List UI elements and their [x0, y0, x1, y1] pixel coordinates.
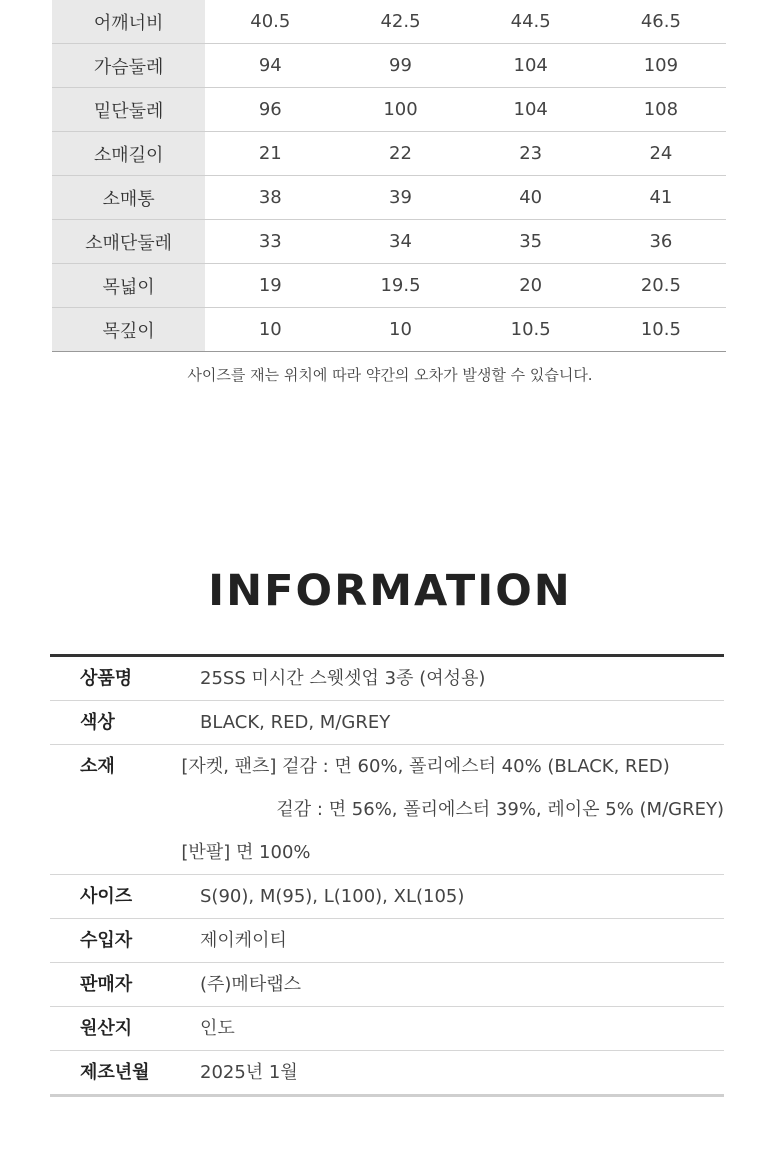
info-key: 수입자: [80, 930, 133, 951]
size-note: 사이즈를 재는 위치에 따라 약간의 오차가 발생할 수 있습니다.: [187, 366, 593, 384]
size-value: 39: [335, 176, 465, 220]
info-value-line: BLACK, RED, M/GREY: [200, 712, 391, 733]
info-key: 판매자: [80, 974, 133, 995]
size-value: 33: [205, 220, 335, 264]
size-value: 23: [466, 132, 596, 176]
table-row: [52, 308, 726, 352]
info-value: [200, 919, 724, 962]
info-value: [181, 745, 724, 874]
information-title: INFORMATION: [208, 566, 572, 616]
size-table: [52, 0, 726, 352]
info-key: 제조년월: [80, 1062, 150, 1083]
size-value: 44.5: [466, 0, 596, 44]
info-value-line: 겉감 : 면 56%, 폴리에스터 39%, 레이온 5% (M/GREY): [276, 799, 724, 820]
info-key: 색상: [80, 712, 115, 733]
row-label: 소매길이: [52, 132, 205, 176]
size-value: 19: [205, 264, 335, 308]
size-value: 36: [596, 220, 726, 264]
info-row-seller: [50, 963, 724, 1007]
size-value: 104: [466, 44, 596, 88]
row-label: 목깊이: [52, 308, 205, 352]
size-value: 96: [205, 88, 335, 132]
size-value: 41: [596, 176, 726, 220]
info-value-line: 2025년 1월: [200, 1062, 298, 1083]
size-value: 100: [335, 88, 465, 132]
table-row: [52, 176, 726, 220]
row-label: 소매단둘레: [52, 220, 205, 264]
info-value-line: 인도: [200, 1018, 235, 1039]
size-value: 109: [596, 44, 726, 88]
info-key: 원산지: [80, 1018, 133, 1039]
info-value-line: [반팔] 면 100%: [181, 842, 311, 863]
size-value: 35: [466, 220, 596, 264]
info-value: [200, 1007, 724, 1050]
table-row: [52, 0, 726, 44]
info-key: 상품명: [80, 668, 133, 689]
size-value: 40: [466, 176, 596, 220]
info-row-product-name: [50, 657, 724, 701]
info-value-line: 25SS 미시간 스웻셋업 3종 (여성용): [200, 668, 486, 689]
row-label: 어깨너비: [52, 0, 205, 44]
row-label: 목넓이: [52, 264, 205, 308]
size-value: 20: [466, 264, 596, 308]
info-key: 소재: [80, 756, 115, 777]
size-value: 46.5: [596, 0, 726, 44]
table-row: [52, 132, 726, 176]
info-value: [200, 657, 724, 700]
size-value: 10.5: [596, 308, 726, 352]
info-value: [200, 1051, 724, 1094]
info-value-line: [자켓, 팬츠] 겉감 : 면 60%, 폴리에스터 40% (BLACK, RED): [181, 756, 670, 777]
information-table: [50, 654, 724, 1097]
row-label: 소매통: [52, 176, 205, 220]
table-row: [52, 44, 726, 88]
info-row-color: [50, 701, 724, 745]
size-value: 22: [335, 132, 465, 176]
size-value: 108: [596, 88, 726, 132]
table-row: [52, 220, 726, 264]
info-row-origin: [50, 1007, 724, 1051]
info-value-line: (주)메타랩스: [200, 974, 301, 995]
size-value: 10: [335, 308, 465, 352]
info-row-manufacture-date: [50, 1051, 724, 1094]
info-key: 사이즈: [80, 886, 133, 907]
size-value: 24: [596, 132, 726, 176]
row-label: 밑단둘레: [52, 88, 205, 132]
table-row: [52, 88, 726, 132]
size-value: 38: [205, 176, 335, 220]
size-value: 42.5: [335, 0, 465, 44]
info-row-importer: [50, 919, 724, 963]
size-value: 10: [205, 308, 335, 352]
size-value: 104: [466, 88, 596, 132]
size-value: 94: [205, 44, 335, 88]
info-value-line: S(90), M(95), L(100), XL(105): [200, 886, 465, 907]
table-row: [52, 264, 726, 308]
info-value: [200, 701, 724, 744]
size-value: 21: [205, 132, 335, 176]
size-value: 10.5: [466, 308, 596, 352]
info-row-size: [50, 875, 724, 919]
size-value: 34: [335, 220, 465, 264]
info-value: [200, 963, 724, 1006]
info-value-line: 제이케이티: [200, 930, 287, 951]
info-value: [200, 875, 724, 918]
info-row-material: [50, 745, 724, 875]
size-value: 99: [335, 44, 465, 88]
size-value: 19.5: [335, 264, 465, 308]
size-value: 40.5: [205, 0, 335, 44]
row-label: 가슴둘레: [52, 44, 205, 88]
size-value: 20.5: [596, 264, 726, 308]
